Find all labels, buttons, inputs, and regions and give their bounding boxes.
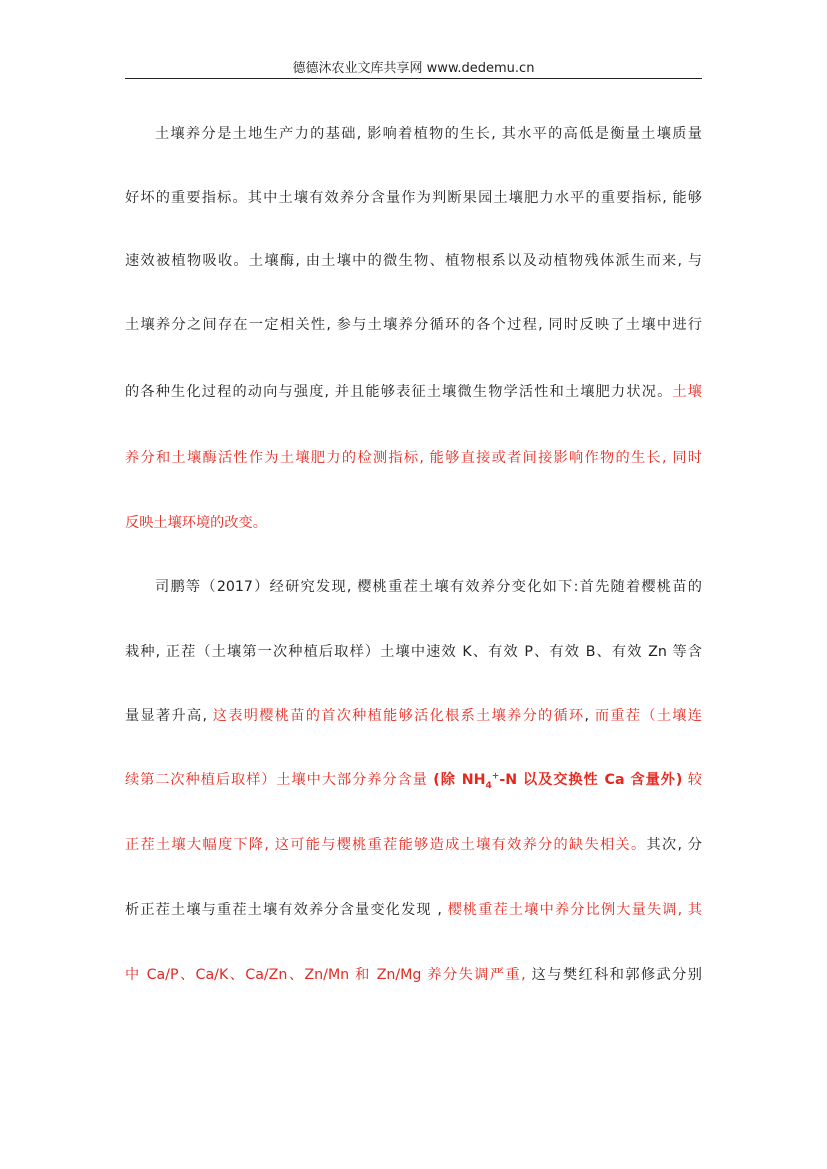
text-line: 栽种, 正茬（土壤第一次种植后取样）土壤中速效 K、有效 P、有效 B、有效 Zn 等含 xyxy=(125,644,702,660)
highlight-span: 中 Ca/P、Ca/K、Ca/Zn、Zn/Mn 和 Zn/Mg 养分失调严重, xyxy=(125,967,532,983)
highlight-span: 而重茬（土壤连 xyxy=(594,708,702,724)
text-span: , xyxy=(584,708,595,724)
text-line xyxy=(125,706,702,726)
text-span: 析正茬土壤与重茬土壤有效养分含量变化发现 , xyxy=(125,902,448,918)
highlight-span: 樱桃重茬土壤中养分比例大量失调, 其 xyxy=(447,902,702,918)
text-line: 土壤养分是土地生产力的基础, 影响着植物的生长, 其水平的高低是衡量土壤质量 xyxy=(155,126,702,142)
text-span: 的各种生化过程的动向与强度, 并且能够表征土壤微生物学活性和土壤肥力状况。 xyxy=(125,384,673,400)
text-span: 这与樊红科和郭修武分别 xyxy=(531,967,702,983)
highlight-span: 较 xyxy=(682,772,702,788)
text-line: 司鹏等（2017）经研究发现, 樱桃重茬土壤有效养分变化如下:首先随着樱桃苗的 xyxy=(155,579,702,595)
header-text: 德德沐农业文库共享网 www.dedemu.cn xyxy=(292,61,535,76)
bold-text: (除 NH xyxy=(433,772,486,788)
bold-highlight-span xyxy=(433,771,683,791)
highlight-line: 反映土壤环境的改变。 xyxy=(125,515,267,531)
highlight-span: 正茬土壤大幅度下降, 这可能与樱桃重茬能够造成土壤有效养分的缺失相关。 xyxy=(125,837,647,853)
superscript: + xyxy=(491,771,500,782)
text-line xyxy=(125,835,702,855)
text-line xyxy=(125,900,702,920)
header-divider xyxy=(125,78,702,79)
text-line: 好坏的重要指标。其中土壤有效养分含量作为判断果园土壤肥力水平的重要指标, 能够 xyxy=(125,190,702,206)
highlight-span: 土壤 xyxy=(672,384,702,400)
text-line: 速效被植物吸收。土壤酶, 由土壤中的微生物、植物根系以及动植物残体派生而来, 与 xyxy=(125,253,702,269)
bold-text: -N 以及交换性 Ca 含量外) xyxy=(499,772,683,788)
highlight-span: 这表明樱桃苗的首次种植能够活化根系土壤养分的循环 xyxy=(212,708,585,724)
text-line xyxy=(125,965,702,985)
highlight-line xyxy=(125,770,702,790)
text-line: 土壤养分之间存在一定相关性, 参与土壤养分循环的各个过程, 同时反映了土壤中进行 xyxy=(125,317,702,333)
subscript: 4 xyxy=(485,780,492,791)
highlight-span: 续第二次种植后取样）土壤中大部分养分含量 xyxy=(125,772,434,788)
text-line xyxy=(125,382,702,402)
text-span: 量显著升高, xyxy=(125,708,213,724)
text-span: 其次, 分 xyxy=(646,837,702,853)
highlight-line: 养分和土壤酶活性作为土壤肥力的检测指标, 能够直接或者间接影响作物的生长, 同时 xyxy=(125,450,702,466)
